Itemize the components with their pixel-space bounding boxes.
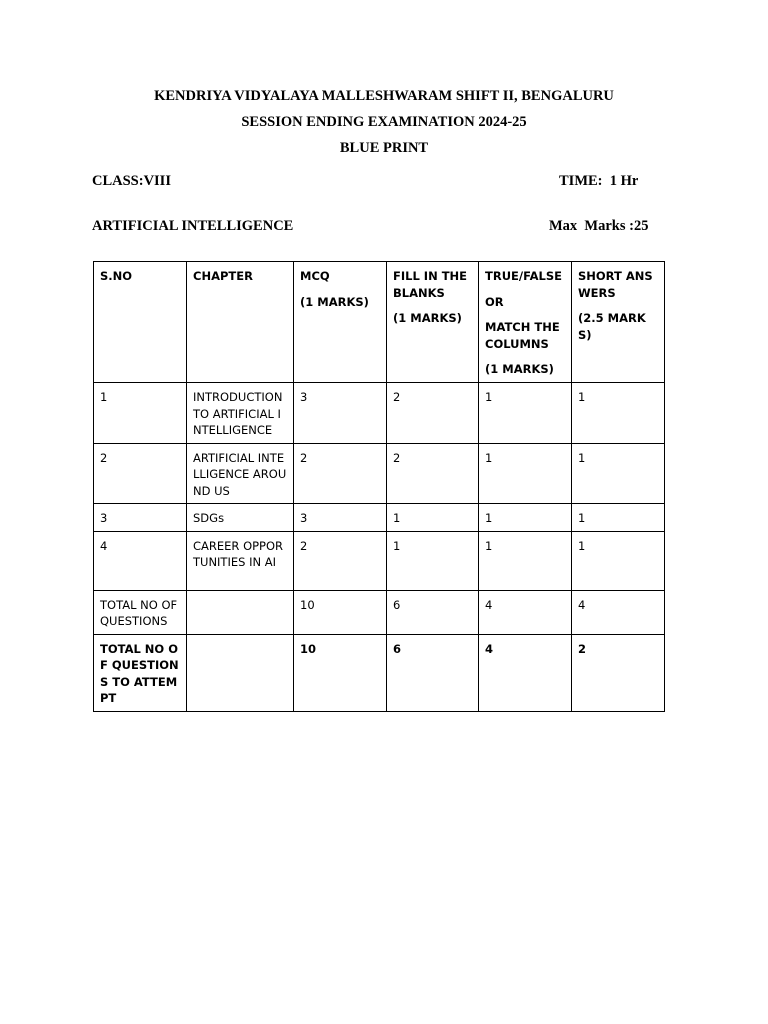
cell: 4 xyxy=(94,531,187,590)
cell: 2 xyxy=(572,634,665,711)
subject-label: ARTIFICIAL INTELLIGENCE xyxy=(92,218,294,234)
max-marks-label: Max Marks :25 xyxy=(549,218,649,234)
cell: 1 xyxy=(479,531,572,590)
cell: 4 xyxy=(572,590,665,634)
cell: 1 xyxy=(94,383,187,444)
cell: 3 xyxy=(294,383,387,444)
col-header-chapter: CHAPTER xyxy=(187,262,294,383)
cell: TOTAL NO OF QUESTIONS xyxy=(94,590,187,634)
table-row xyxy=(94,504,665,532)
cell: 6 xyxy=(387,634,479,711)
cell: 3 xyxy=(294,504,387,532)
table-row xyxy=(94,531,665,590)
table-row xyxy=(94,383,665,444)
cell: 2 xyxy=(94,443,187,504)
cell: 1 xyxy=(479,504,572,532)
school-name: KENDRIYA VIDYALAYA MALLESHWARAM SHIFT II, BENGALURU xyxy=(154,88,614,104)
cell: 10 xyxy=(294,590,387,634)
table-header-row xyxy=(94,262,665,383)
cell: 1 xyxy=(572,531,665,590)
cell: 1 xyxy=(479,443,572,504)
cell: 10 xyxy=(294,634,387,711)
cell: 1 xyxy=(572,504,665,532)
table-row xyxy=(94,443,665,504)
cell: 2 xyxy=(387,443,479,504)
col-header-short-answers: SHORT ANSWERS (2.5 MARKS) xyxy=(572,262,665,383)
doc-title: BLUE PRINT xyxy=(339,140,429,156)
cell: INTRODUCTION TO ARTIFICIAL INTELLIGENCE xyxy=(187,383,294,444)
cell: 6 xyxy=(387,590,479,634)
cell: TOTAL NO OF QUESTIONS TO ATTEMPT xyxy=(94,634,187,711)
cell: 4 xyxy=(479,634,572,711)
cell xyxy=(187,590,294,634)
cell: 4 xyxy=(479,590,572,634)
cell: 2 xyxy=(387,383,479,444)
cell: 1 xyxy=(572,443,665,504)
cell: 1 xyxy=(572,383,665,444)
table-row-total xyxy=(94,590,665,634)
cell: CAREER OPPORTUNITIES IN AI xyxy=(187,531,294,590)
cell: ARTIFICIAL INTELLIGENCE AROUND US xyxy=(187,443,294,504)
cell: SDGs xyxy=(187,504,294,532)
cell: 1 xyxy=(387,504,479,532)
cell: 2 xyxy=(294,443,387,504)
blueprint-table xyxy=(93,261,665,712)
cell: 3 xyxy=(94,504,187,532)
table-row-attempt xyxy=(94,634,665,711)
exam-title: SESSION ENDING EXAMINATION 2024-25 xyxy=(241,114,527,130)
cell: 2 xyxy=(294,531,387,590)
col-header-true-false: TRUE/FALSE OR MATCH THE COLUMNS (1 MARKS) xyxy=(479,262,572,383)
cell: 1 xyxy=(479,383,572,444)
col-header-mcq: MCQ (1 MARKS) xyxy=(294,262,387,383)
cell: 1 xyxy=(387,531,479,590)
class-label: CLASS:VIII xyxy=(92,173,171,189)
col-header-sno: S.NO xyxy=(94,262,187,383)
cell xyxy=(187,634,294,711)
col-header-fill-blanks: FILL IN THE BLANKS (1 MARKS) xyxy=(387,262,479,383)
time-label: TIME: 1 Hr xyxy=(559,173,639,189)
